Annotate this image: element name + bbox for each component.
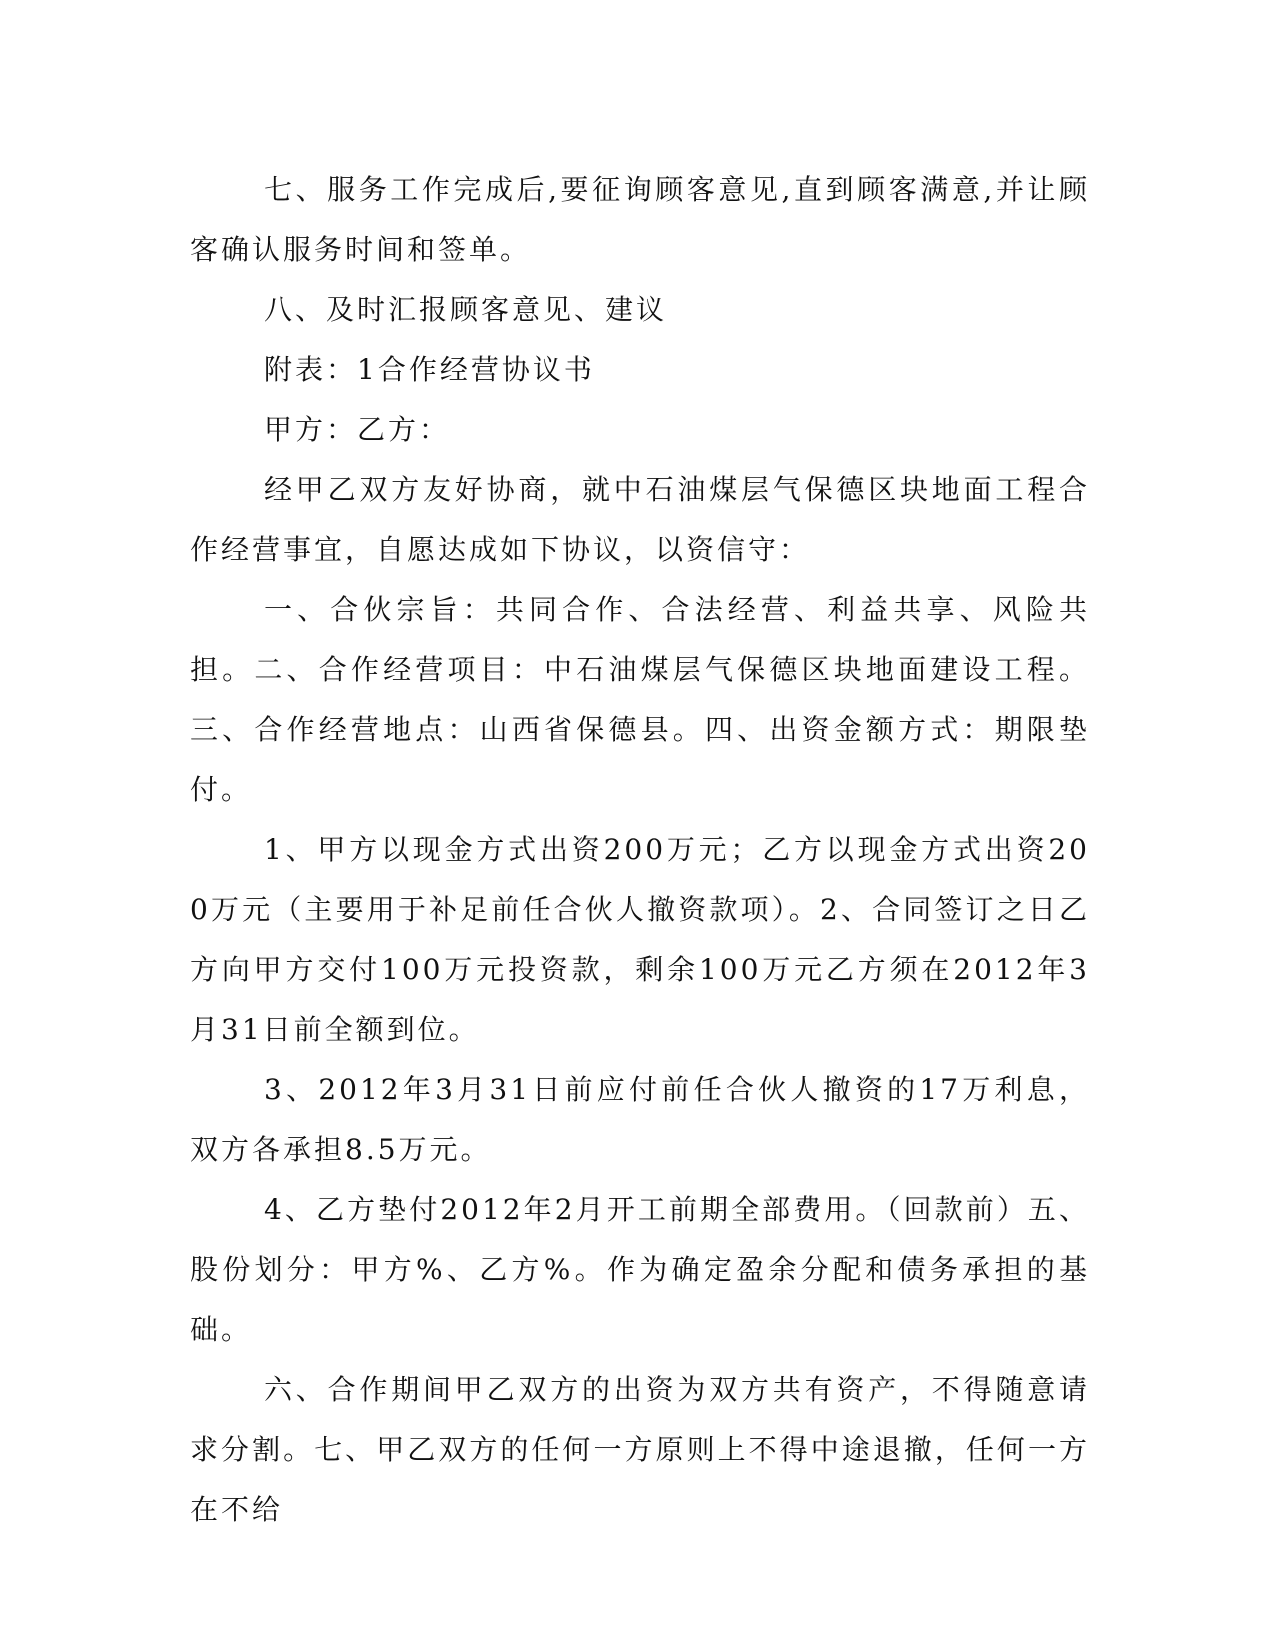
paragraph-appendix-title: 附表：1合作经营协议书 bbox=[264, 353, 595, 386]
paragraph-capital-contribution: 1、甲方以现金方式出资200万元；乙方以现金方式出资200万元（主要用于补足前任合伙人撤资款项）。2、合同签订之日乙方向甲方交付100万元投资款，剩余100万元乙方须在2012年3月31日前全额到位。 bbox=[190, 833, 1090, 1046]
paragraph-joint-assets: 六、合作期间甲乙双方的出资为双方共有资产，不得随意请求分割。七、甲乙双方的任何一方原则上不得中途退撤，任何一方在不给 bbox=[190, 1373, 1090, 1526]
document-body bbox=[190, 160, 1090, 1540]
paragraph-agreement-intro: 经甲乙双方友好协商，就中石油煤层气保德区块地面工程合作经营事宜，自愿达成如下协议，以资信守： bbox=[190, 473, 1090, 566]
paragraph-interest-split: 3、2012年3月31日前应付前任合伙人撤资的17万利息，双方各承担8.5万元。 bbox=[190, 1073, 1090, 1166]
paragraph-parties: 甲方：乙方： bbox=[264, 413, 451, 446]
paragraph-report-feedback: 八、及时汇报顾客意见、建议 bbox=[264, 293, 668, 326]
paragraph-service-completion: 七、服务工作完成后,要征询顾客意见,直到顾客满意,并让顾客确认服务时间和签单。 bbox=[190, 173, 1090, 266]
paragraph-partnership-terms: 一、合伙宗旨：共同合作、合法经营、利益共享、风险共担。二、合作经营项目：中石油煤层气保德区块地面建设工程。三、合作经营地点：山西省保德县。四、出资金额方式：期限垫付。 bbox=[190, 593, 1090, 806]
paragraph-advance-payment: 4、乙方垫付2012年2月开工前期全部费用。（回款前）五、股份划分：甲方%、乙方%。作为确定盈余分配和债务承担的基础。 bbox=[190, 1193, 1090, 1346]
